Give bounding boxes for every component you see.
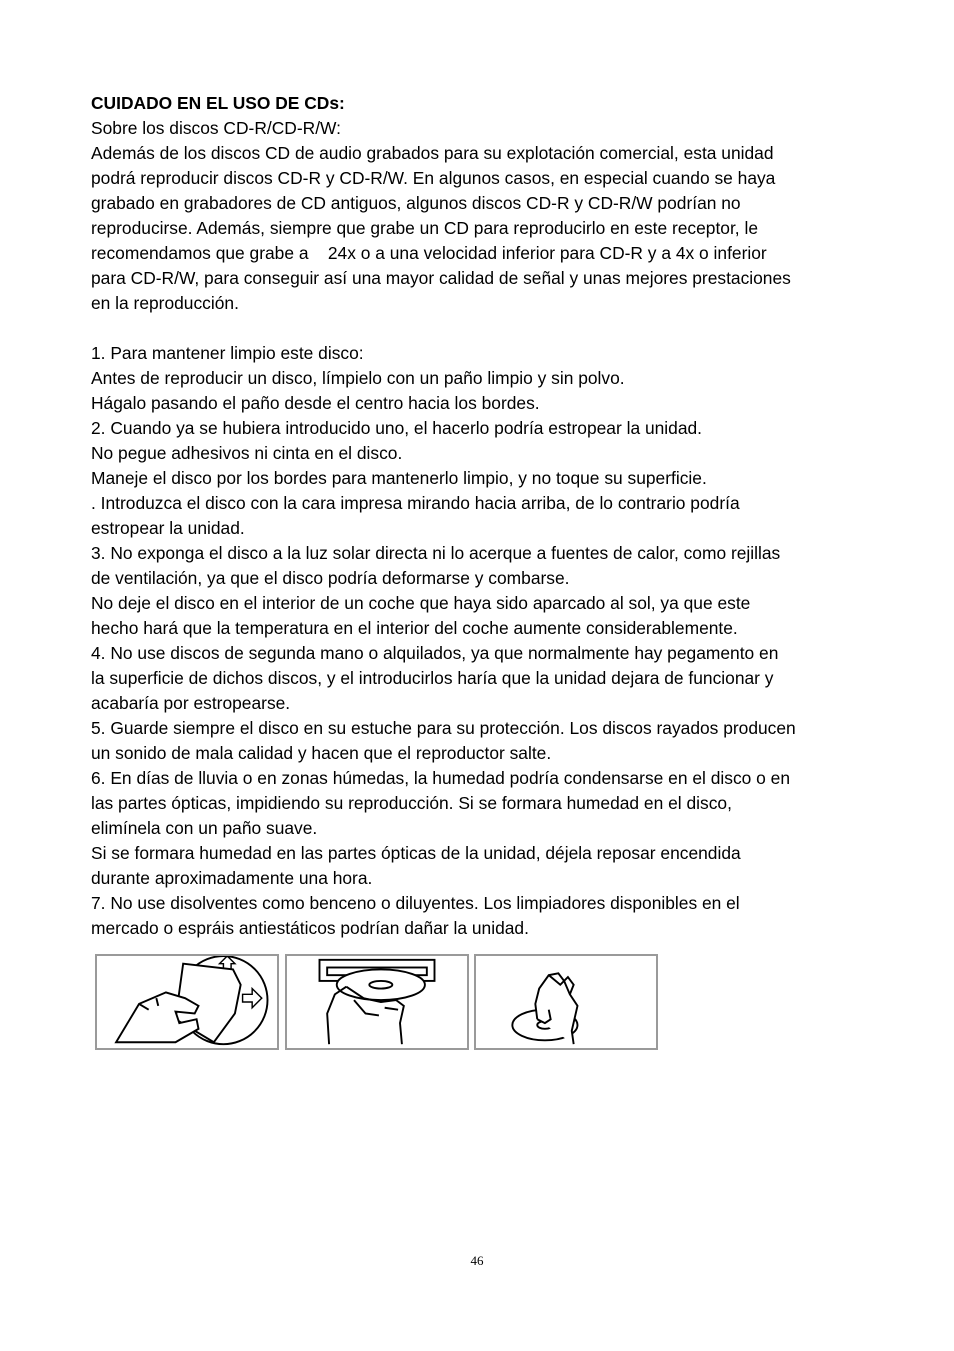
text-line: No pegue adhesivos ni cinta en el disco. bbox=[91, 443, 403, 463]
text-line: durante aproximadamente una hora. bbox=[91, 868, 373, 888]
text-line: 1. Para mantener limpio este disco: bbox=[91, 343, 364, 363]
text-line: Si se formara humedad en las partes ópticas de la unidad, déjela reposar encendida bbox=[91, 843, 741, 863]
text-line: la superficie de dichos discos, y el introducirlos haría que la unidad dejara de funcionar y bbox=[91, 668, 774, 688]
text-line: 5. Guarde siempre el disco en su estuche para su protección. Los discos rayados producen bbox=[91, 718, 796, 738]
disc-handling-illustration-icon bbox=[474, 954, 658, 1050]
paragraph-lines bbox=[91, 116, 881, 941]
text-line: No deje el disco en el interior de un coche que haya sido aparcado al sol, ya que este bbox=[91, 593, 751, 613]
page-number: 46 bbox=[470, 1253, 484, 1268]
text-line: para CD-R/W, para conseguir así una mayor calidad de señal y unas mejores prestaciones bbox=[91, 268, 791, 288]
text-line: de ventilación, ya que el disco podría deformarse y combarse. bbox=[91, 568, 570, 588]
text-line: acabaría por estropearse. bbox=[91, 693, 291, 713]
text-line: podrá reproducir discos CD-R y CD-R/W. En algunos casos, en especial cuando se haya bbox=[91, 168, 776, 188]
text-line: Maneje el disco por los bordes para mantenerlo limpio, y no toque su superficie. bbox=[91, 468, 707, 488]
text-line: 3. No exponga el disco a la luz solar directa ni lo acerque a fuentes de calor, como rejillas bbox=[91, 543, 781, 563]
text-line: Hágalo pasando el paño desde el centro hacia los bordes. bbox=[91, 393, 540, 413]
text-line: grabado en grabadores de CD antiguos, algunos discos CD-R y CD-R/W podrían no bbox=[91, 193, 741, 213]
text-line: 2. Cuando ya se hubiera introducido uno, el hacerlo podría estropear la unidad. bbox=[91, 418, 703, 438]
text-line: 6. En días de lluvia o en zonas húmedas, la humedad podría condensarse en el disco o en bbox=[91, 768, 790, 788]
text-line: Antes de reproducir un disco, límpielo con un paño limpio y sin polvo. bbox=[91, 368, 625, 388]
text-line: las partes ópticas, impidiendo su reproducción. Si se formara humedad en el disco, bbox=[91, 793, 732, 813]
text-line: hecho hará que la temperatura en el interior del coche aumente considerablemente. bbox=[91, 618, 738, 638]
text-line: en la reproducción. bbox=[91, 293, 239, 313]
disc-insert-illustration-icon bbox=[285, 954, 469, 1050]
text-line: elimínela con un paño suave. bbox=[91, 818, 318, 838]
body-text bbox=[91, 91, 881, 941]
text-line: Además de los discos CD de audio grabados para su explotación comercial, esta unidad bbox=[91, 143, 774, 163]
text-line: un sonido de mala calidad y hacen que el reproductor salte. bbox=[91, 743, 552, 763]
text-line: 7. No use disolventes como benceno o diluyentes. Los limpiadores disponibles en el bbox=[91, 893, 740, 913]
text-line: Sobre los discos CD-R/CD-R/W: bbox=[91, 118, 341, 138]
section-title: CUIDADO EN EL USO DE CDs: bbox=[91, 93, 345, 113]
text-line: recomendamos que grabe a 24x o a una velocidad inferior para CD-R y a 4x o inferior bbox=[91, 243, 767, 263]
disc-cleaning-illustration-icon bbox=[95, 954, 279, 1050]
text-line: 4. No use discos de segunda mano o alquilados, ya que normalmente hay pegamento en bbox=[91, 643, 779, 663]
text-line: reproducirse. Además, siempre que grabe un CD para reproducirlo en este receptor, le bbox=[91, 218, 758, 238]
blank-line bbox=[91, 316, 881, 341]
illustration-row bbox=[95, 954, 660, 1054]
text-line: mercado o espráis antiestáticos podrían dañar la unidad. bbox=[91, 918, 529, 938]
text-line: estropear la unidad. bbox=[91, 518, 245, 538]
text-line: . Introduzca el disco con la cara impresa mirando hacia arriba, de lo contrario podría bbox=[91, 493, 740, 513]
